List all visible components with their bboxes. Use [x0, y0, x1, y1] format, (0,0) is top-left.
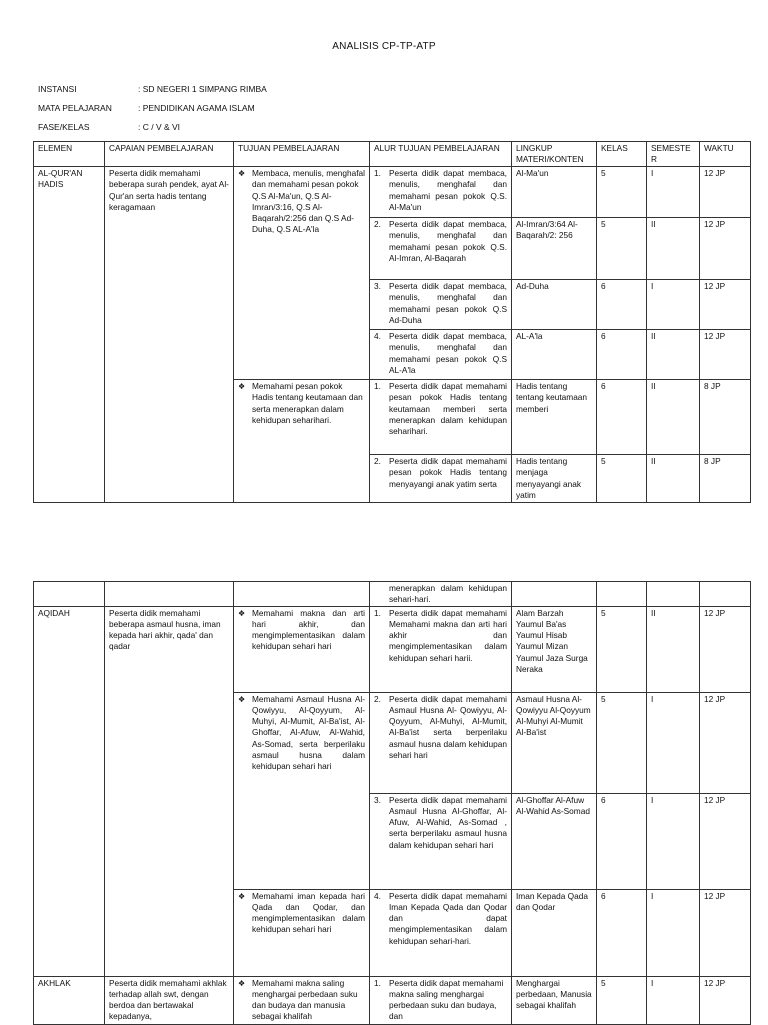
materi-cell: Alam Barzah Yaumul Ba'as Yaumul Hisab Yaumul Mizan Yaumul Jaza Surga Neraka	[512, 606, 597, 692]
meta-row-instansi	[38, 84, 267, 103]
row-number: 4.	[374, 331, 381, 341]
elemen-cell: AKHLAK	[34, 976, 105, 1024]
bullet-icon: ❖	[238, 694, 246, 704]
alur-cell	[370, 582, 512, 607]
header-semester: SEMESTER	[647, 142, 700, 167]
semester-cell: I	[647, 280, 700, 330]
capaian-cell: Peserta didik memahami beberapa surah pendek, ayat Al-Qur'an serta hadis tentang keragamaan	[105, 167, 234, 503]
tujuan-cell	[234, 167, 370, 380]
row-number: 2.	[374, 456, 381, 466]
tujuan-cell	[234, 692, 370, 889]
row-number: 2.	[374, 693, 381, 704]
alur-text: Peserta didik dapat membaca, menulis, menghafal dan memahami pesan pokok Q.S AL-A'la	[389, 331, 507, 375]
capaian-cell	[105, 582, 234, 607]
meta-label: INSTANSI	[38, 84, 77, 94]
alur-cell	[370, 280, 512, 330]
meta-value: : PENDIDIKAN AGAMA ISLAM	[138, 103, 255, 113]
alur-cell	[370, 889, 512, 976]
alur-cell	[370, 380, 512, 455]
kelas-cell: 5	[597, 692, 647, 793]
semester-cell: I	[647, 889, 700, 976]
materi-cell	[512, 582, 597, 607]
waktu-cell: 12 JP	[700, 793, 751, 889]
alur-text: Peserta didik dapat memahami pesan pokok Hadis tentang menyayangi anak yatim serta	[389, 456, 507, 489]
kelas-cell: 5	[597, 976, 647, 1024]
row-number: 2.	[374, 219, 381, 229]
meta-value: : SD NEGERI 1 SIMPANG RIMBA	[138, 84, 267, 94]
semester-cell: I	[647, 692, 700, 793]
alur-text: Peserta didik dapat memahami Iman Kepada Qada dan Qodar dan dapat mengimplementasikan dalam kehidupan sehari-hari.	[389, 890, 507, 946]
document-meta	[38, 84, 267, 141]
alur-cell	[370, 455, 512, 503]
semester-cell: II	[647, 330, 700, 380]
bullet-icon: ❖	[238, 608, 246, 618]
waktu-cell: 12 JP	[700, 692, 751, 793]
kelas-cell: 5	[597, 218, 647, 280]
alur-text: Peserta didik dapat memahami Asmaul Husna Al-Ghoffar, Al-Afuw, Al-Wahid, As-Somad , serta berperilaku asmaul husna dalam kehidupan sehari hari	[389, 794, 507, 850]
tujuan-cell	[234, 606, 370, 692]
alur-cell	[370, 692, 512, 793]
alur-text: Peserta didik dapat membaca, menulis, menghafal dan memahami pesan pokok Q.S. Al-Imran, Al-Baqarah	[389, 219, 507, 263]
alur-cell	[370, 330, 512, 380]
capaian-cell: Peserta didik memahami akhlak terhadap allah swt, dengan berdoa dan bertawakal kepadanya,	[105, 976, 234, 1024]
elemen-cell: AL-QUR'AN HADIS	[34, 167, 105, 503]
semester-cell: I	[647, 793, 700, 889]
bullet-icon: ❖	[238, 891, 246, 901]
header-waktu: WAKTU	[700, 142, 751, 167]
semester-cell: II	[647, 455, 700, 503]
waktu-cell: 8 JP	[700, 455, 751, 503]
row-number: 4.	[374, 890, 381, 901]
header-tujuan: TUJUAN PEMBELAJARAN	[234, 142, 370, 167]
kelas-cell	[597, 582, 647, 607]
meta-label: FASE/KELAS	[38, 122, 90, 132]
kelas-cell: 5	[597, 606, 647, 692]
alur-cell	[370, 793, 512, 889]
tujuan-text: Memahami pesan pokok Hadis tentang keutamaan dan serta menerapkan dalam kehidupan seharihari.	[252, 381, 363, 425]
alur-text: menerapkan dalam kehidupan sehari-hari.	[389, 583, 507, 605]
materi-cell: Al-Ma'un	[512, 167, 597, 218]
tujuan-cell	[234, 976, 370, 1024]
row-number: 1.	[374, 381, 381, 391]
tujuan-text: Memahami iman kepada hari Qada dan Qodar, dan mengimplementasikan dalam kehidupan sehari hari	[252, 890, 365, 935]
tujuan-cell	[234, 582, 370, 607]
table-header-row	[34, 142, 751, 167]
header-lingkup: LINGKUP MATERI/KONTEN	[512, 142, 597, 167]
table-row	[34, 976, 751, 1024]
materi-cell: Al-Ghoffar Al-Afuw Al-Wahid As-Somad	[512, 793, 597, 889]
alur-cell	[370, 218, 512, 280]
kelas-cell: 5	[597, 455, 647, 503]
analysis-table-page-1	[33, 141, 751, 503]
tujuan-cell	[234, 380, 370, 503]
header-capaian: CAPAIAN PEMBELAJARAN	[105, 142, 234, 167]
meta-value: : C / V & VI	[138, 122, 181, 132]
tujuan-text: Memahami makna dan arti hari akhir, dan mengimplementasikan dalam kehidupan sehari hari	[252, 607, 365, 652]
tujuan-text: Memahami makna saling menghargai perbedaan suku dan budaya dan manusia sebagai khalifah	[252, 977, 358, 1022]
semester-cell	[647, 582, 700, 607]
table-row	[34, 606, 751, 692]
header-alur: ALUR TUJUAN PEMBELAJARAN	[370, 142, 512, 167]
alur-text: Peserta didik dapat membaca, menulis, menghafal dan memahami pesan pokok Q.S Ad-Duha	[389, 281, 507, 325]
meta-label: MATA PELAJARAN	[38, 103, 112, 113]
kelas-cell: 5	[597, 167, 647, 218]
kelas-cell: 6	[597, 280, 647, 330]
row-number: 3.	[374, 281, 381, 291]
semester-cell: II	[647, 218, 700, 280]
tujuan-text: Memahami Asmaul Husna Al- Qowiyyu, Al-Qoyyum, Al-Muhyi, Al-Mumit, Al-Ba'ist, Al-Ghoffar, Al-Afuw, Al-Wahid, As-Somad, serta berperilaku asmaul husna dalam kehidupan sehari hari	[252, 693, 365, 772]
bullet-icon: ❖	[238, 169, 246, 178]
materi-cell: Asmaul Husna Al- Qowiyyu Al-Qoyyum Al-Muhyi Al-Mumit Al-Ba'ist	[512, 692, 597, 793]
elemen-cell	[34, 582, 105, 607]
waktu-cell: 8 JP	[700, 380, 751, 455]
bullet-icon: ❖	[238, 382, 246, 391]
waktu-cell: 12 JP	[700, 976, 751, 1024]
materi-cell: Menghargai perbedaan, Manusia sebagai khalifah	[512, 976, 597, 1024]
header-elemen: ELEMEN	[34, 142, 105, 167]
semester-cell: I	[647, 976, 700, 1024]
analysis-table-page-2	[33, 581, 751, 1025]
document-title: ANALISIS CP-TP-ATP	[332, 41, 436, 52]
table-row	[34, 167, 751, 218]
materi-cell: AL-A'la	[512, 330, 597, 380]
header-kelas: KELAS	[597, 142, 647, 167]
kelas-cell: 6	[597, 889, 647, 976]
alur-cell	[370, 976, 512, 1024]
materi-cell: Iman Kepada Qada dan Qodar	[512, 889, 597, 976]
semester-cell: II	[647, 380, 700, 455]
alur-cell	[370, 167, 512, 218]
alur-text: Peserta didik dapat memahami Memahami makna dan arti hari akhir dan mengimplementasikan dalam kehidupan sehari harii.	[389, 607, 507, 663]
kelas-cell: 6	[597, 793, 647, 889]
waktu-cell: 12 JP	[700, 280, 751, 330]
semester-cell: II	[647, 606, 700, 692]
materi-cell: Hadis tentang tentang keutamaan memberi	[512, 380, 597, 455]
table-row-continued	[34, 582, 751, 607]
materi-cell: Ad-Duha	[512, 280, 597, 330]
meta-row-mata-pelajaran	[38, 103, 267, 122]
waktu-cell: 12 JP	[700, 606, 751, 692]
waktu-cell: 12 JP	[700, 218, 751, 280]
alur-text: Peserta didik dapat memahami makna saling menghargai perbedaan suku dan budaya, dan	[389, 977, 504, 1022]
kelas-cell: 6	[597, 330, 647, 380]
elemen-cell: AQIDAH	[34, 606, 105, 976]
row-number: 3.	[374, 794, 381, 805]
alur-text: Peserta didik dapat membaca, menulis, menghafal dan memahami pesan pokok Q.S. Al-Ma'un	[389, 168, 507, 212]
waktu-cell: 12 JP	[700, 889, 751, 976]
semester-cell: I	[647, 167, 700, 218]
materi-cell: Hadis tentang menjaga menyayangi anak yatim	[512, 455, 597, 503]
materi-cell: Al-Imran/3:64 Al-Baqarah/2: 256	[512, 218, 597, 280]
tujuan-text: Membaca, menulis, menghafal dan memahami pesan pokok Q.S Al-Ma'un, Q.S Al-Imran/3:16, Q.S Al-Baqarah/2:256 dan Q.S Ad-Duha, Q.S AL-A'la	[252, 168, 365, 235]
waktu-cell: 12 JP	[700, 167, 751, 218]
kelas-cell: 6	[597, 380, 647, 455]
tujuan-cell	[234, 889, 370, 976]
row-number: 1.	[374, 168, 381, 178]
bullet-icon: ❖	[238, 978, 246, 988]
waktu-cell: 12 JP	[700, 330, 751, 380]
row-number: 1.	[374, 977, 381, 988]
alur-cell	[370, 606, 512, 692]
capaian-cell: Peserta didik memahami beberapa asmaul husna, iman kepada hari akhir, qada' dan qadar	[105, 606, 234, 976]
alur-text: Peserta didik dapat memahami Asmaul Husna Al- Qowiyyu, Al-Qoyyum, Al-Muhyi, Al-Mumit, Al-Ba'ist serta berperilaku asmaul husna dalam kehidupan sehari hari	[389, 693, 507, 761]
waktu-cell	[700, 582, 751, 607]
meta-row-fase-kelas	[38, 122, 267, 141]
alur-text: Peserta didik dapat memahami pesan pokok Hadis tentang keutamaan memberi serta menerapkan dalam kehidupan seharihari.	[389, 381, 507, 437]
row-number: 1.	[374, 607, 381, 618]
